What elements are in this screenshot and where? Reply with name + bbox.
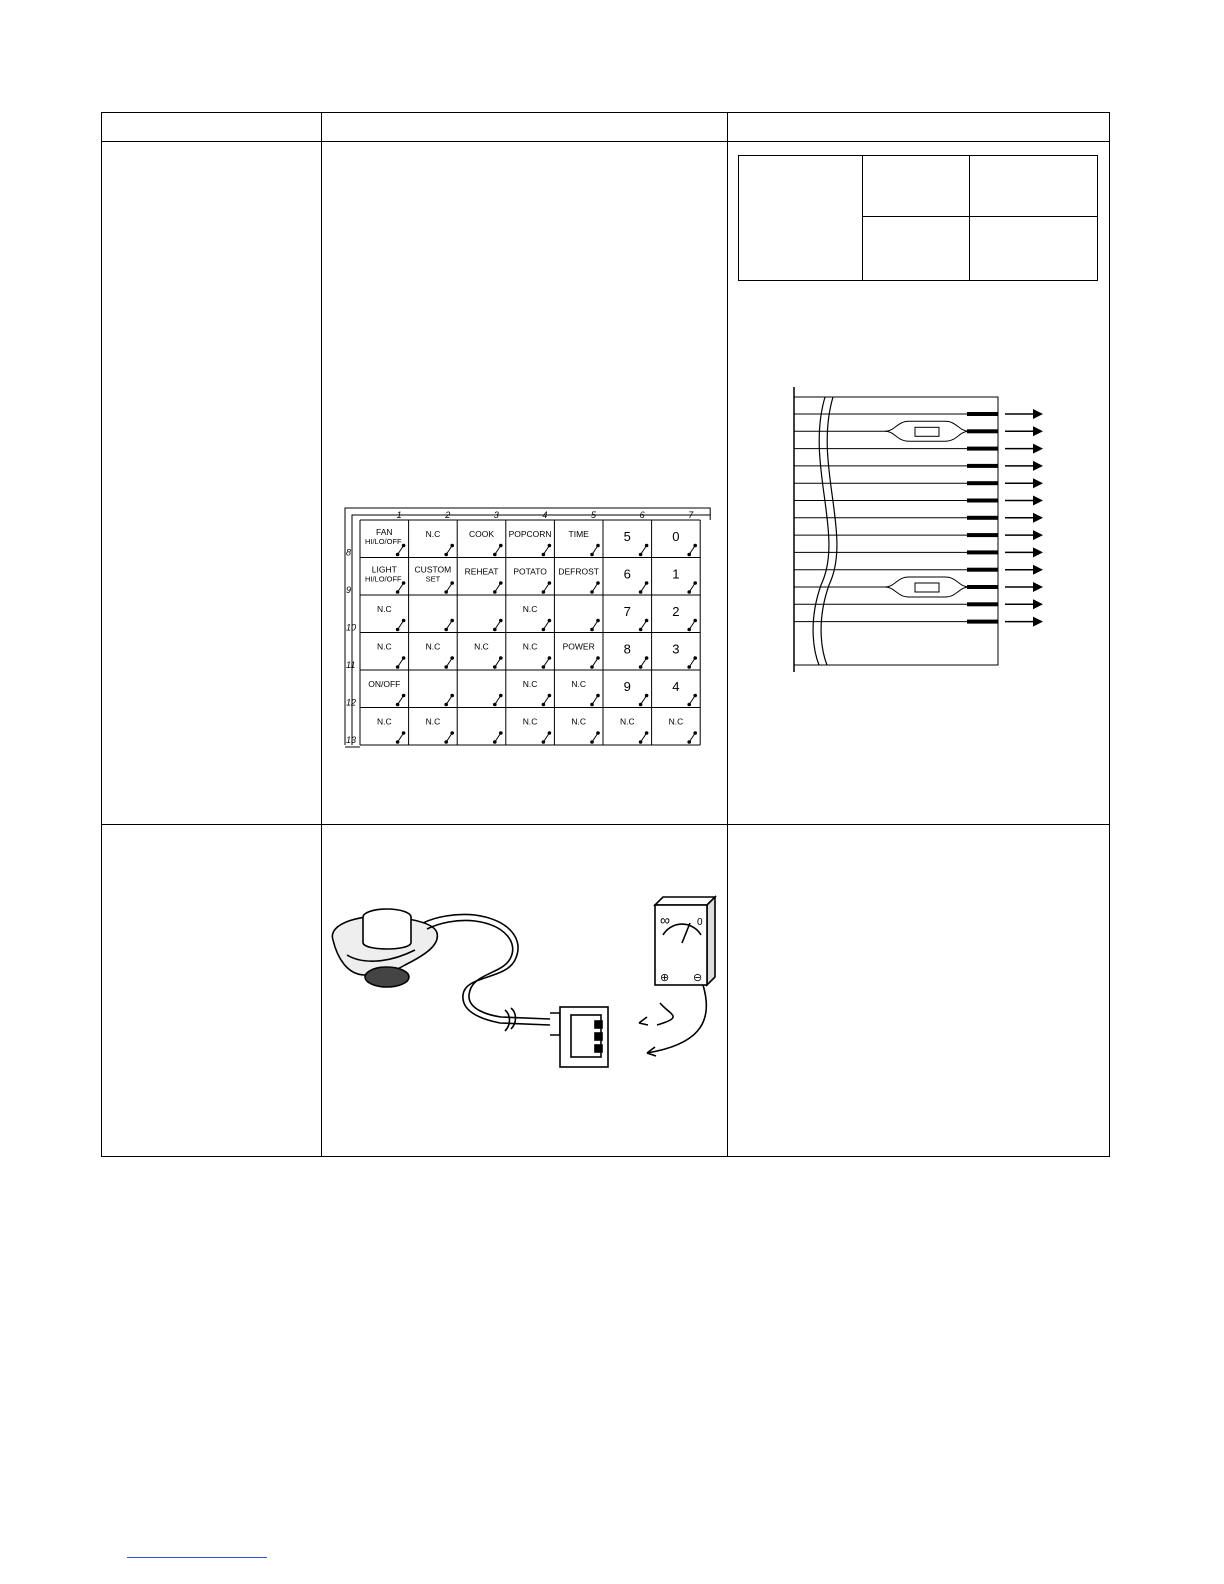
matrix-switch-contact [693,731,697,735]
matrix-key-label: TIME [568,529,589,539]
matrix-key-label: COOK [468,529,495,539]
reference-table-col-divider-2 [969,155,970,281]
ribbon-lead-terminal [967,447,998,451]
matrix-switch-contact [596,581,600,585]
matrix-switch-contact [693,581,697,585]
matrix-switch-contact [596,656,600,660]
ribbon-arrow-head [1033,547,1043,557]
ribbon-resistor [915,427,939,436]
meter-zero-label: 0 [697,917,703,928]
matrix-switch-contact [499,694,503,698]
matrix-row-number: 10 [346,622,357,633]
matrix-key-label: N.C [522,679,538,689]
matrix-switch-contact [402,694,406,698]
matrix-key-label: N.C [522,716,538,727]
matrix-switch-contact [596,694,600,698]
matrix-switch-contact [450,619,454,623]
matrix-column-number: 7 [688,510,694,520]
ribbon-arrow-head [1033,409,1043,419]
matrix-key-label: N.C [571,716,587,727]
matrix-switch-contact [596,544,600,548]
matrix-switch-contact [548,544,552,548]
matrix-switch-contact [645,619,649,623]
ribbon-arrow-head [1033,565,1043,575]
matrix-key-label: 0 [672,529,680,544]
matrix-key-label: N.C [619,716,635,727]
ribbon-lead-terminal [967,568,998,572]
row-divider [101,824,1110,825]
ribbon-body [794,397,998,665]
matrix-switch-contact [450,731,454,735]
matrix-key-sublabel: HI/LO/OFF [364,574,402,584]
ribbon-lead-terminal [967,516,998,520]
ribbon-lead-terminal [967,412,998,416]
matrix-row-number: 12 [346,697,357,708]
matrix-key-label: 9 [623,679,631,694]
meter-plus-terminal: ⊕ [660,972,670,984]
matrix-key-label: N.C [668,716,684,727]
ribbon-lead-terminal [967,602,998,606]
matrix-column-number: 2 [445,510,451,520]
matrix-switch-contact [499,544,503,548]
matrix-key-label: N.C [474,641,489,652]
ribbon-arrow-head [1033,461,1043,471]
matrix-key-label: POTATO [513,566,547,577]
matrix-key-label: 1 [672,566,680,582]
matrix-key-label: N.C [522,641,538,652]
matrix-row-number: 11 [346,660,356,670]
matrix-key-label: N.C [425,641,441,652]
matrix-switch-contact [402,581,406,585]
matrix-switch-contact [645,694,649,698]
column-divider-2 [727,112,728,1157]
matrix-key-label: N.C [522,604,538,614]
matrix-switch-contact [693,544,697,548]
matrix-key-sublabel: SET [425,574,441,584]
matrix-key-label: POPCORN [508,529,552,539]
matrix-key-label: 2 [672,604,680,619]
matrix-column-number: 3 [493,510,499,520]
ribbon-lead-terminal [967,499,998,503]
meter-infinity-label: ∞ [660,912,670,928]
matrix-frame-inner [352,515,710,745]
matrix-column-number: 6 [639,510,645,520]
matrix-switch-contact [499,656,503,660]
matrix-switch-contact [499,581,503,585]
matrix-key-label: REHEAT [464,566,499,577]
ribbon-lead-terminal [967,620,998,624]
footer-link-rule [127,1557,267,1558]
matrix-key-label: N.C [376,716,392,727]
ribbon-cut-line-2 [821,397,837,665]
matrix-switch-contact [645,544,649,548]
matrix-key-label: LIGHT [371,564,397,575]
matrix-switch-contact [645,731,649,735]
reference-table-row-divider [862,216,1098,217]
ribbon-lead-terminal [967,550,998,554]
ribbon-arrow-head [1033,478,1043,488]
ribbon-resistor [915,583,939,592]
matrix-key-label: N.C [425,716,441,727]
matrix-row-number: 9 [346,585,352,595]
matrix-switch-contact [450,656,454,660]
matrix-key-label: CUSTOM [414,564,452,575]
matrix-switch-contact [402,656,406,660]
ribbon-lead-terminal [967,585,998,589]
matrix-key-label: ON/OFF [368,679,401,689]
sensor-test-illustration [325,895,725,1085]
ribbon-arrow-head [1033,513,1043,523]
matrix-row-number: 8 [346,547,352,558]
ribbon-lead-terminal [967,464,998,468]
matrix-switch-contact [450,694,454,698]
matrix-key-label: 6 [623,566,631,582]
matrix-key-label: 4 [672,679,680,694]
matrix-key-sublabel: HI/LO/OFF [364,537,402,546]
matrix-switch-contact [693,656,697,660]
matrix-switch-contact [548,656,552,660]
matrix-switch-contact [450,544,454,548]
ribbon-lead-terminal [967,429,998,433]
matrix-key-label: 7 [623,604,631,619]
matrix-switch-contact [596,619,600,623]
matrix-switch-contact [402,731,406,735]
ribbon-arrow-head [1033,582,1043,592]
matrix-key-label: FAN [376,527,393,537]
matrix-switch-contact [450,581,454,585]
header-row-divider [101,141,1110,142]
matrix-switch-contact [548,731,552,735]
ribbon-connector-diagram [785,385,1055,675]
matrix-key-label: N.C [376,604,392,614]
thermal-sensor [332,909,608,1067]
matrix-switch-contact [693,694,697,698]
ribbon-lead-terminal [967,481,998,485]
matrix-key-label: N.C [425,529,441,539]
matrix-switch-contact [499,731,503,735]
matrix-switch-contact [548,581,552,585]
ribbon-arrow-head [1033,530,1043,540]
meter-minus-terminal: ⊖ [693,972,703,984]
ribbon-arrow-head [1033,496,1043,506]
matrix-key-label: 3 [672,641,680,657]
matrix-switch-contact [402,544,406,548]
matrix-column-number: 5 [591,510,597,520]
matrix-switch-contact [645,581,649,585]
matrix-switch-contact [548,694,552,698]
column-divider-1 [321,112,322,1157]
keypad-matrix-diagram [340,503,720,758]
matrix-row-number: 13 [346,735,357,745]
matrix-key-label: 8 [623,641,631,657]
matrix-key-label: N.C [571,679,587,689]
matrix-switch-contact [645,656,649,660]
matrix-switch-contact [596,731,600,735]
reference-table-col-divider-1 [862,155,863,281]
ribbon-arrow-head [1033,426,1043,436]
matrix-switch-contact [548,619,552,623]
ribbon-lead-terminal [967,533,998,537]
matrix-key-label: DEFROST [558,566,600,577]
ribbon-arrow-head [1033,444,1043,454]
reference-table [738,155,1098,281]
matrix-key-label: N.C [376,641,392,652]
matrix-switch-contact [693,619,697,623]
matrix-switch-contact [402,619,406,623]
matrix-switch-contact [499,619,503,623]
matrix-key-label: 5 [623,529,631,544]
matrix-column-number: 1 [396,510,402,520]
ribbon-arrow-head [1033,599,1043,609]
matrix-key-label: POWER [562,641,595,652]
ribbon-arrow-head [1033,617,1043,627]
matrix-column-number: 4 [542,510,548,520]
multimeter [639,897,715,1056]
